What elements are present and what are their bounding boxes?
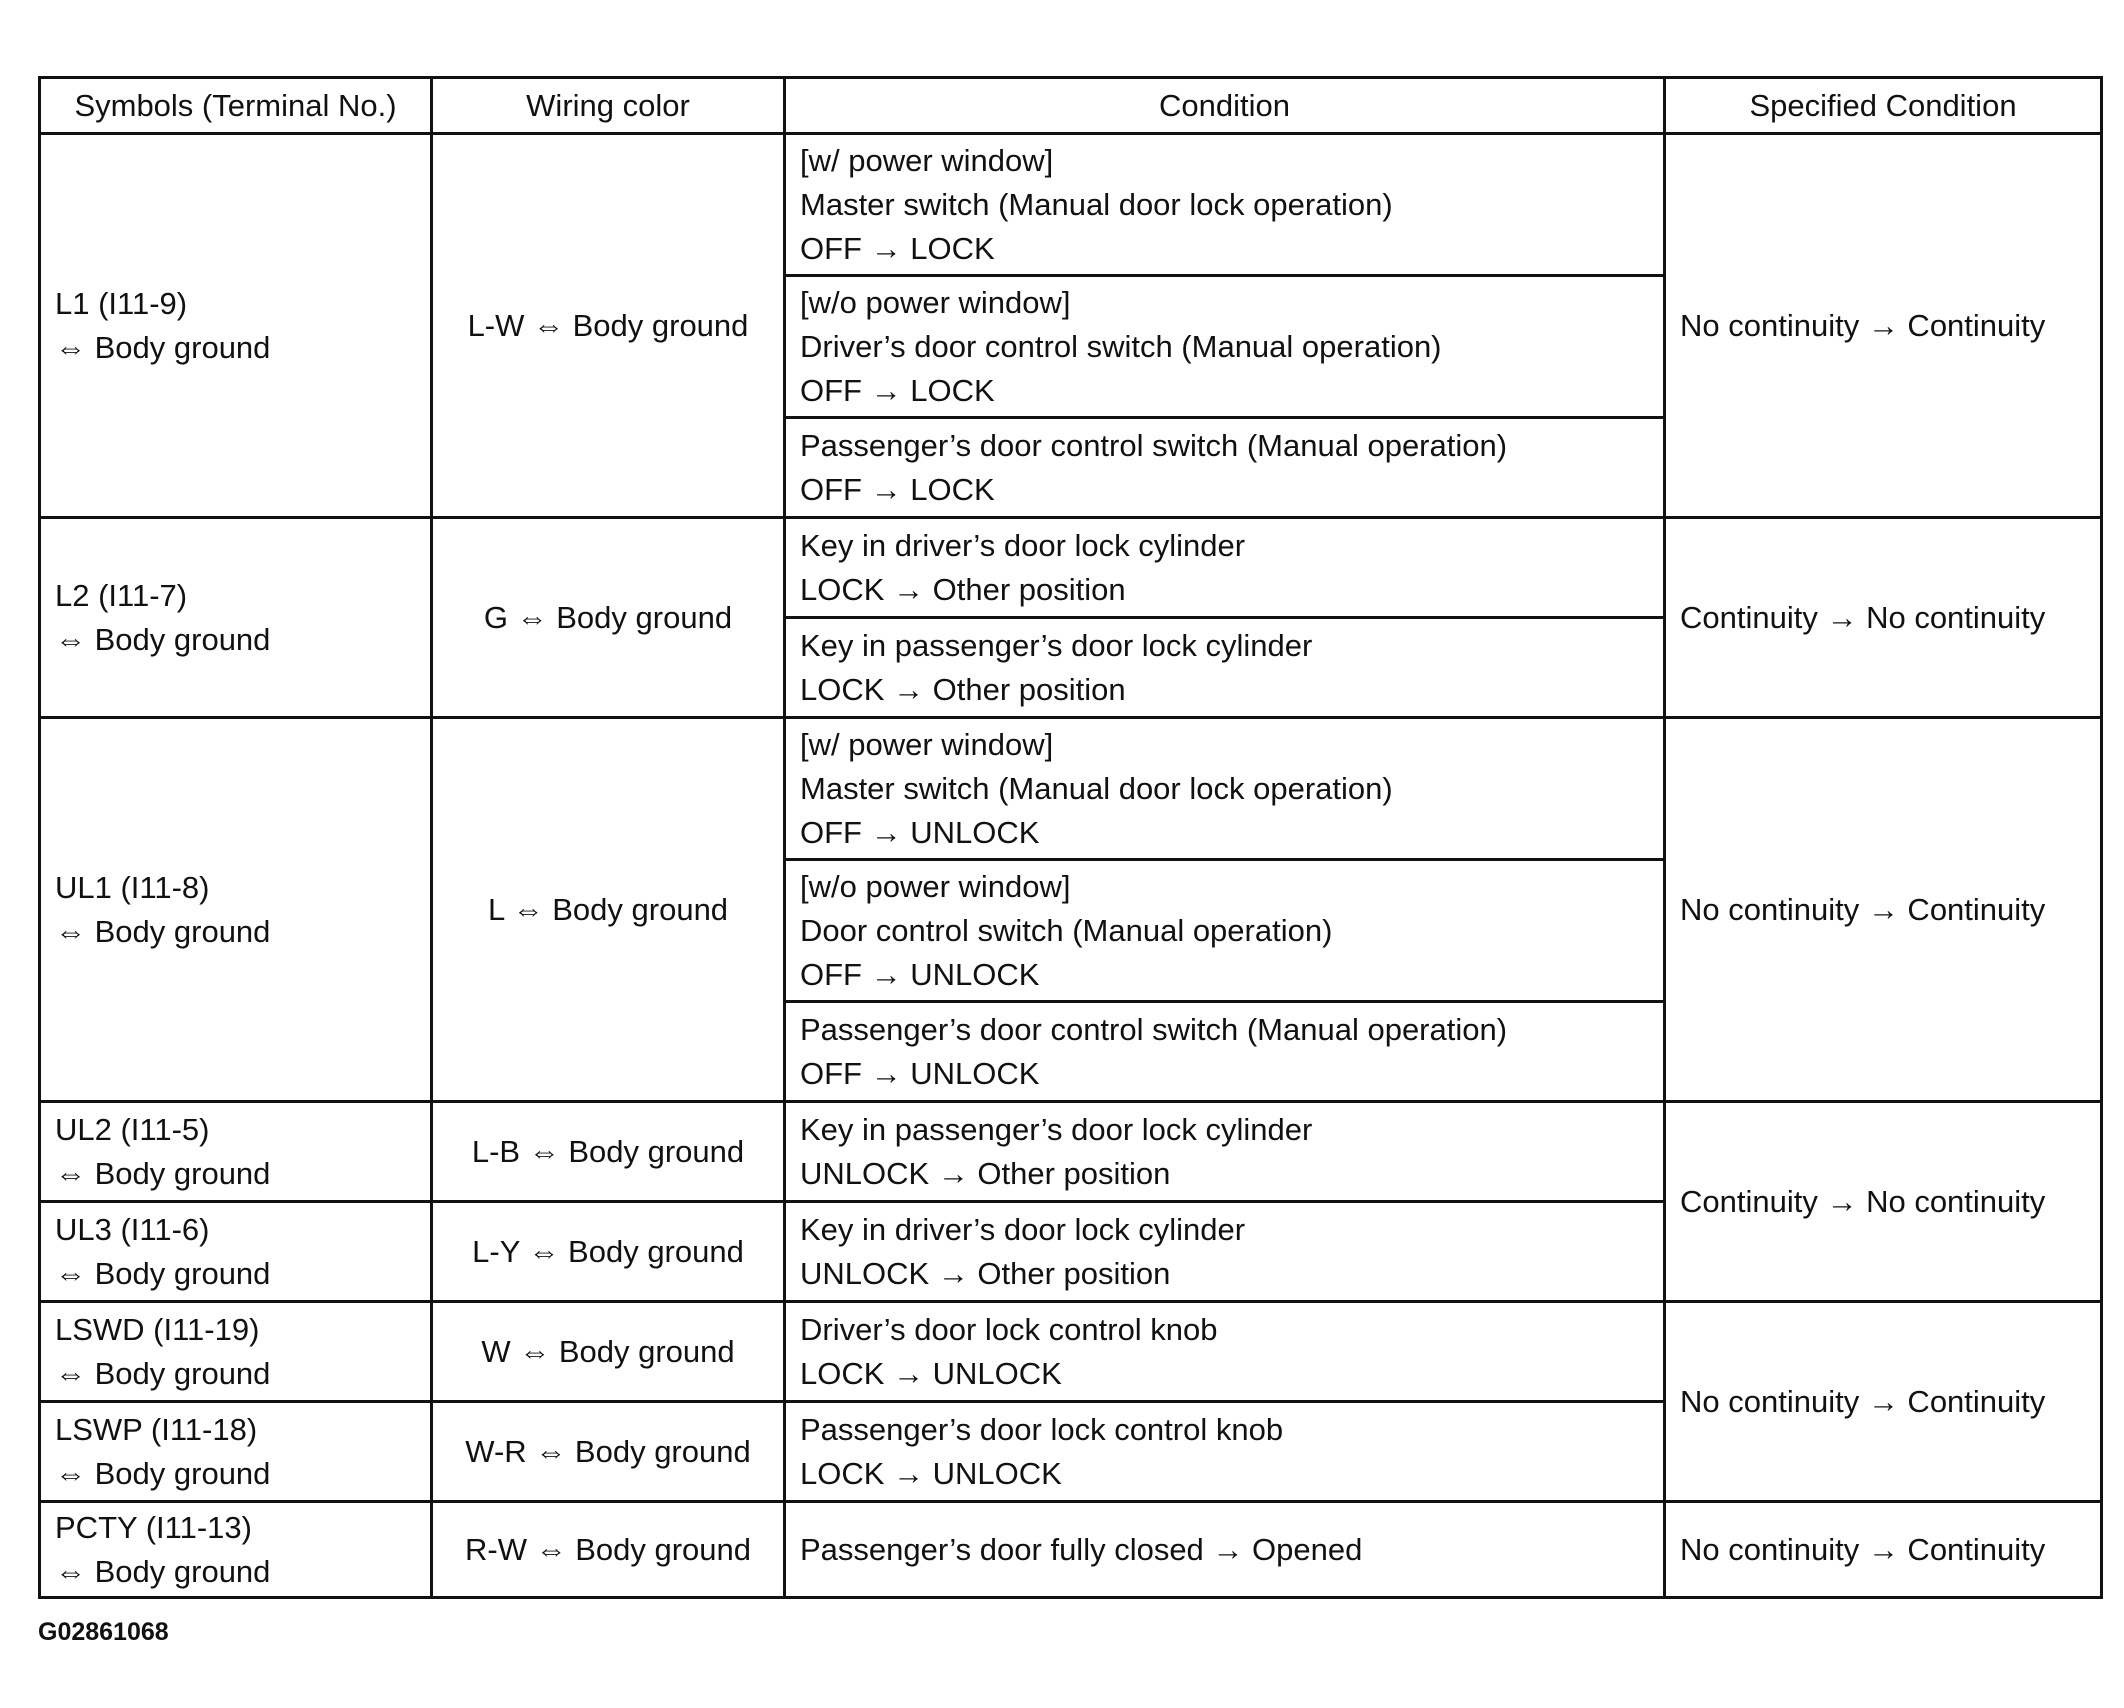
symbol-text: PCTY (I11-13) (55, 1509, 252, 1545)
symbol-ground-text: ⇔ Body ground (55, 1455, 271, 1491)
condition-cell (785, 518, 1665, 618)
symbol-cell-ul1 (40, 718, 432, 1102)
wiring-cell-l2: G ⇔ Body ground (432, 518, 785, 718)
wiring-cell-lswp: W-R ⇔ Body ground (432, 1402, 785, 1502)
symbol-text: LSWP (I11-18) (55, 1411, 258, 1447)
condition-line: OFF → LOCK (800, 230, 995, 266)
wiring-cell-l1: L-W ⇔ Body ground (432, 134, 785, 518)
condition-line: Master switch (Manual door lock operation) (800, 186, 1393, 222)
condition-line: Key in driver’s door lock cylinder (800, 527, 1246, 563)
condition-line: UNLOCK → Other position (800, 1155, 1171, 1191)
symbol-ground-text: ⇔ Body ground (55, 1553, 271, 1589)
condition-cell (785, 1202, 1665, 1302)
condition-line: UNLOCK → Other position (800, 1255, 1171, 1291)
symbol-text: UL1 (I11-8) (55, 869, 210, 905)
condition-cell (785, 718, 1665, 860)
condition-cell (785, 1002, 1665, 1102)
condition-cell (785, 860, 1665, 1002)
table-row (40, 1502, 2102, 1598)
header-specified-condition: Specified Condition (1665, 78, 2102, 134)
condition-line: LOCK → UNLOCK (800, 1355, 1062, 1391)
header-symbols: Symbols (Terminal No.) (40, 78, 432, 134)
specified-cell-lswd-lswp: No continuity → Continuity (1665, 1302, 2102, 1502)
table-row (40, 518, 2102, 618)
condition-cell (785, 276, 1665, 418)
condition-line: [w/ power window] (800, 726, 1054, 762)
condition-line: LOCK → Other position (800, 671, 1126, 707)
header-condition: Condition (785, 78, 1665, 134)
specified-cell-pcty: No continuity → Continuity (1665, 1502, 2102, 1598)
condition-line: OFF → LOCK (800, 372, 995, 408)
specified-cell-l2: Continuity → No continuity (1665, 518, 2102, 718)
condition-line: OFF → UNLOCK (800, 1055, 1040, 1091)
condition-cell: Passenger’s door fully closed → Opened (785, 1502, 1665, 1598)
continuity-spec-table (38, 76, 2103, 1599)
header-row (40, 78, 2102, 134)
symbol-cell-pcty (40, 1502, 432, 1598)
specified-cell-ul2-ul3: Continuity → No continuity (1665, 1102, 2102, 1302)
condition-line: [w/ power window] (800, 142, 1054, 178)
specified-cell-l1: No continuity → Continuity (1665, 134, 2102, 518)
symbol-cell-ul3 (40, 1202, 432, 1302)
condition-cell (785, 618, 1665, 718)
condition-line: [w/o power window] (800, 868, 1071, 904)
condition-cell (785, 1402, 1665, 1502)
condition-line: Driver’s door lock control knob (800, 1311, 1218, 1347)
condition-cell (785, 1102, 1665, 1202)
wiring-cell-ul2: L-B ⇔ Body ground (432, 1102, 785, 1202)
symbol-ground-text: ⇔ Body ground (55, 1155, 271, 1191)
table-row (40, 134, 2102, 276)
symbol-cell-l1 (40, 134, 432, 518)
table-row (40, 718, 2102, 860)
header-wiring-color: Wiring color (432, 78, 785, 134)
condition-line: Passenger’s door control switch (Manual operation) (800, 1011, 1508, 1047)
symbol-text: UL2 (I11-5) (55, 1111, 210, 1147)
symbol-text: L2 (I11-7) (55, 577, 188, 613)
condition-line: Master switch (Manual door lock operation) (800, 770, 1393, 806)
condition-line: [w/o power window] (800, 284, 1071, 320)
symbol-cell-lswp (40, 1402, 432, 1502)
condition-line: OFF → UNLOCK (800, 814, 1040, 850)
wiring-cell-lswd: W ⇔ Body ground (432, 1302, 785, 1402)
symbol-ground-text: ⇔ Body ground (55, 1255, 271, 1291)
condition-line: Passenger’s door lock control knob (800, 1411, 1284, 1447)
condition-line: Key in passenger’s door lock cylinder (800, 1111, 1313, 1147)
symbol-ground-text: ⇔ Body ground (55, 913, 271, 949)
symbol-cell-lswd (40, 1302, 432, 1402)
condition-line: Driver’s door control switch (Manual operation) (800, 328, 1442, 364)
condition-line: Key in passenger’s door lock cylinder (800, 627, 1313, 663)
condition-line: Passenger’s door control switch (Manual operation) (800, 427, 1508, 463)
table-row (40, 1102, 2102, 1202)
symbol-cell-l2 (40, 518, 432, 718)
wiring-cell-pcty: R-W ⇔ Body ground (432, 1502, 785, 1598)
symbol-text: L1 (I11-9) (55, 285, 188, 321)
symbol-text: UL3 (I11-6) (55, 1211, 210, 1247)
wiring-cell-ul1: L ⇔ Body ground (432, 718, 785, 1102)
figure-id: G02861068 (38, 1618, 169, 1646)
symbol-cell-ul2 (40, 1102, 432, 1202)
symbol-ground-text: ⇔ Body ground (55, 329, 271, 365)
table-row (40, 1302, 2102, 1402)
condition-line: Door control switch (Manual operation) (800, 912, 1333, 948)
condition-cell (785, 134, 1665, 276)
condition-line: LOCK → UNLOCK (800, 1455, 1062, 1491)
condition-line: Key in driver’s door lock cylinder (800, 1211, 1246, 1247)
condition-line: LOCK → Other position (800, 571, 1126, 607)
symbol-ground-text: ⇔ Body ground (55, 621, 271, 657)
condition-cell (785, 1302, 1665, 1402)
wiring-cell-ul3: L-Y ⇔ Body ground (432, 1202, 785, 1302)
condition-cell (785, 418, 1665, 518)
condition-line: OFF → UNLOCK (800, 956, 1040, 992)
symbol-ground-text: ⇔ Body ground (55, 1355, 271, 1391)
specified-cell-ul1: No continuity → Continuity (1665, 718, 2102, 1102)
condition-line: OFF → LOCK (800, 471, 995, 507)
symbol-text: LSWD (I11-19) (55, 1311, 260, 1347)
